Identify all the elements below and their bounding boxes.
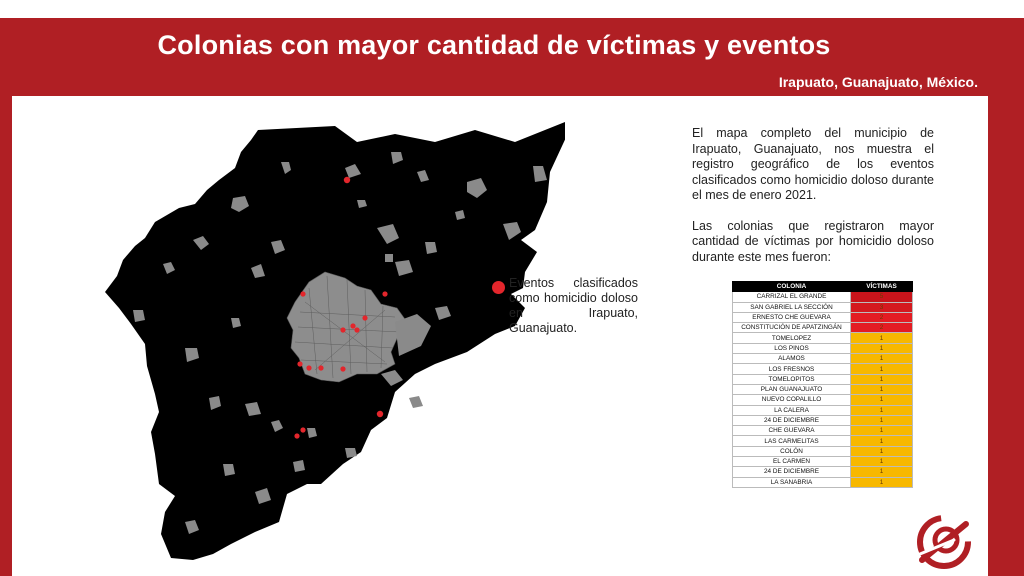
table-cell-colonia: NUEVO COPALILLO [733,395,851,405]
description-paragraph-1: El mapa completo del municipio de Irapuato, Guanajuato, nos muestra el registro geográfico de los eventos clasificados como homicidio doloso durante el mes de enero 2021. [692,126,934,202]
table-row [733,395,913,405]
table-cell-colonia: PLAN GUANAJUATO [733,384,851,394]
event-marker [300,427,305,432]
table-cell-victimas: 1 [851,374,913,384]
organization-logo [914,514,976,570]
table-cell-victimas: 1 [851,457,913,467]
municipality-map [95,112,565,572]
table-cell-colonia: LOS FRESNOS [733,364,851,374]
event-marker [306,365,311,370]
map-legend [492,276,638,336]
left-border [0,96,12,576]
table-cell-colonia: TOMELOPITOS [733,374,851,384]
table-cell-victimas: 1 [851,446,913,456]
table-row [733,364,913,374]
table-cell-colonia: CONSTITUCIÓN DE APATZINGÁN [733,323,851,333]
table-cell-victimas: 1 [851,405,913,415]
table-cell-colonia: ALAMOS [733,354,851,364]
table-cell-colonia: ERNESTO CHE GUEVARA [733,312,851,322]
table-row [733,374,913,384]
table-cell-victimas: 2 [851,312,913,322]
table-row [733,343,913,353]
description [692,126,934,280]
table-cell-victimas: 1 [851,436,913,446]
table-cell-victimas: 1 [851,384,913,394]
table-cell-colonia: EL CARMEN [733,457,851,467]
table-row [733,384,913,394]
table-row [733,477,913,487]
table-row [733,323,913,333]
event-marker [377,411,383,417]
table-cell-colonia: CHE GUEVARA [733,426,851,436]
page-title: Colonias con mayor cantidad de víctimas y eventos [157,30,831,60]
table-header-victimas: VÍCTIMAS [851,282,913,292]
table-row [733,415,913,425]
event-marker [350,323,355,328]
table-cell-victimas: 2 [851,323,913,333]
description-paragraph-2: Las colonias que registraron mayor cantidad de víctimas por homicidio doloso durante este mes fueron: [692,218,934,264]
table-header-colonia: COLONIA [733,282,851,292]
table-cell-colonia: SAN GABRIEL LA SECCIÓN [733,302,851,312]
event-marker [318,365,323,370]
table-row [733,333,913,343]
table-cell-colonia: COLÓN [733,446,851,456]
table-row [733,302,913,312]
table-cell-colonia: CARRIZAL EL GRANDE [733,292,851,302]
table-cell-colonia: LOS PINOS [733,343,851,353]
event-marker [354,327,359,332]
table-cell-victimas: 1 [851,426,913,436]
table-header-row [733,282,913,292]
event-marker [300,291,305,296]
event-marker [340,327,345,332]
page-subtitle: Irapuato, Guanajuato, México. [778,74,978,90]
table-row [733,436,913,446]
table-cell-victimas: 3 [851,302,913,312]
table-row [733,467,913,477]
table-cell-victimas: 1 [851,477,913,487]
table-cell-colonia: 24 DE DICIEMBRE [733,467,851,477]
table-cell-victimas: 1 [851,364,913,374]
right-border [988,18,1024,576]
table-cell-colonia: 24 DE DICIEMBRE [733,415,851,425]
event-marker [382,291,387,296]
event-marker [297,361,302,366]
event-marker [340,366,345,371]
table-cell-victimas: 5 [851,292,913,302]
table-cell-victimas: 1 [851,333,913,343]
table-cell-victimas: 1 [851,354,913,364]
table-row [733,292,913,302]
table-cell-colonia: LA CALERA [733,405,851,415]
victims-table [732,281,913,488]
event-marker [294,433,299,438]
table-cell-victimas: 1 [851,343,913,353]
table-row [733,446,913,456]
table-cell-victimas: 1 [851,395,913,405]
table-row [733,426,913,436]
legend-label: Eventos clasificados como homicidio doloso en Irapuato, Guanajuato. [509,276,638,335]
table-cell-victimas: 1 [851,467,913,477]
table-cell-colonia: LAS CARMELITAS [733,436,851,446]
table-row [733,405,913,415]
table-row [733,354,913,364]
table-cell-victimas: 1 [851,415,913,425]
event-dot-icon [492,281,505,294]
table-row [733,457,913,467]
table-cell-colonia: TOMELOPEZ [733,333,851,343]
table-cell-colonia: LA SANABRIA [733,477,851,487]
table-row [733,312,913,322]
event-marker [362,315,367,320]
event-marker [344,177,350,183]
